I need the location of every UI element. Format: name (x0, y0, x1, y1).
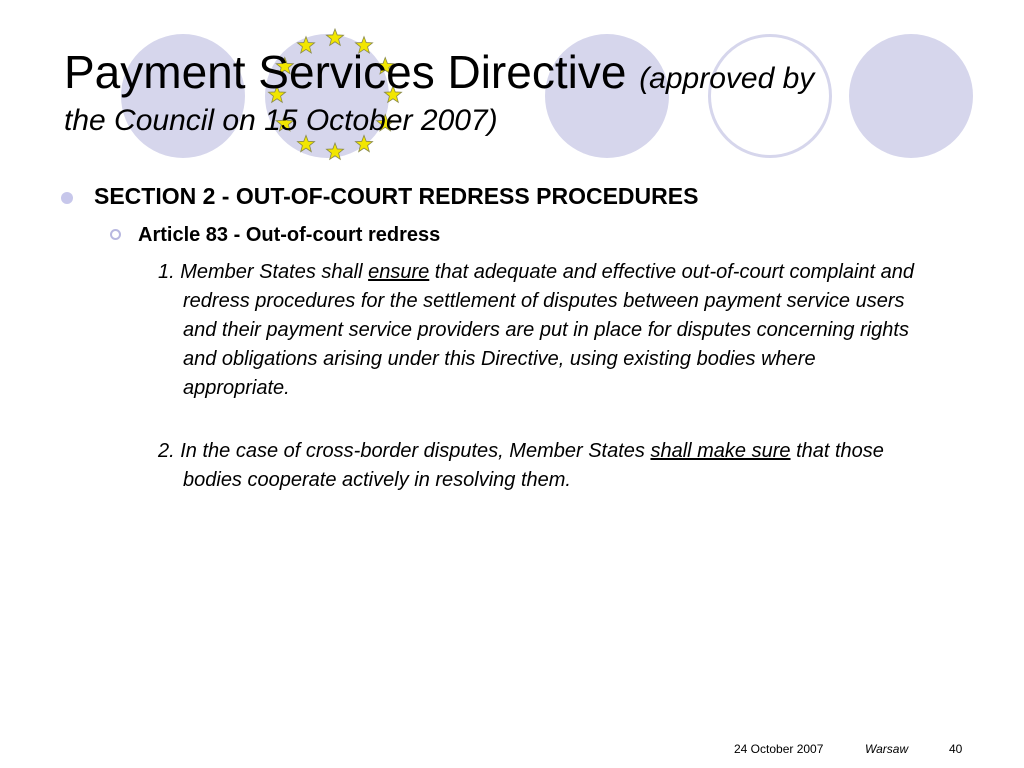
title-subtitle-part2: the Council on 15 October 2007) (64, 104, 498, 137)
paragraph-1 (158, 258, 918, 403)
footer-location: Warsaw (865, 742, 909, 756)
star-icon (326, 29, 343, 45)
title-main: Payment Services Directive (64, 46, 627, 98)
para2-underlined: shall make sure (650, 440, 791, 462)
paragraph-2 (158, 437, 918, 495)
section-heading: SECTION 2 - OUT-OF-COURT REDRESS PROCEDURES (94, 183, 699, 209)
para2-text-after: that those bodies cooperate actively in resolving them. (183, 440, 884, 491)
footer-page-number: 40 (949, 742, 963, 756)
para1-underlined: ensure (368, 261, 430, 283)
para1-text-after: that adequate and effective out-of-court complaint and redress procedures for the settlement of disputes between payment service users and their payment service providers are put in place for disputes concerning rights and obligations arising under this Directive, using existing bodies where appropriate. (183, 261, 915, 399)
para1-text-before: 1. Member States shall (158, 261, 369, 283)
star-icon (326, 143, 343, 159)
para2-text-before: 2. In the case of cross-border disputes, Member States (158, 440, 651, 462)
bullet-disc-icon (61, 192, 73, 204)
bullet-ring-icon (110, 229, 121, 240)
footer-date: 24 October 2007 (734, 742, 824, 756)
slide-title (64, 44, 984, 141)
title-subtitle-part1: (approved by (639, 62, 815, 95)
article-heading: Article 83 - Out-of-court redress (138, 224, 441, 246)
